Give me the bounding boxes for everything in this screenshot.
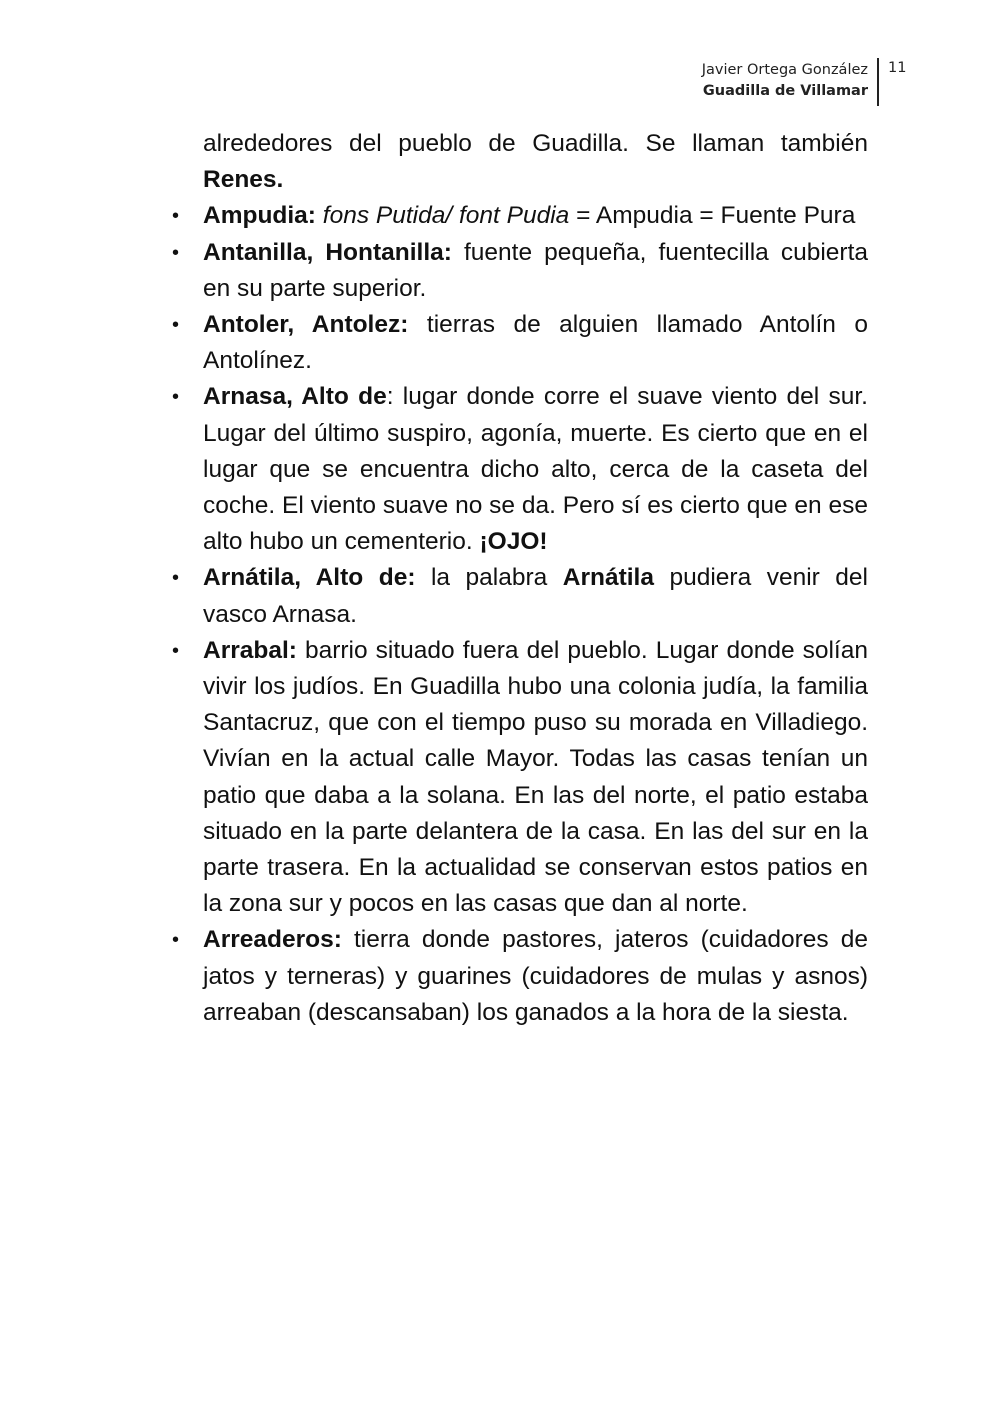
header-author: Javier Ortega González xyxy=(701,62,868,78)
bullet-icon: • xyxy=(172,386,180,409)
page-header xyxy=(458,58,878,106)
entry-term: Ampudia: xyxy=(203,202,316,230)
entry-bold-end: ¡OJO! xyxy=(479,528,548,556)
entry-term: Arnasa, Alto de xyxy=(203,383,387,411)
entry-bold-mid: Arnátila xyxy=(562,564,654,592)
glossary-list xyxy=(172,198,868,1031)
entry-term: Arrabal: xyxy=(203,636,297,664)
list-item-antanilla xyxy=(172,235,868,307)
entry-text: = Ampudia = Fuente Pura xyxy=(569,202,856,230)
bullet-icon: • xyxy=(172,639,180,662)
entry-text: la palabra xyxy=(415,564,563,592)
entry-term: Arnátila, Alto de: xyxy=(203,564,416,592)
header-place: Guadilla de Villamar xyxy=(702,83,868,99)
page-number: 11 xyxy=(888,60,907,76)
bullet-icon: • xyxy=(172,567,180,590)
list-item-arreaderos xyxy=(172,922,868,1031)
entry-term: Antanilla, Hontanilla: xyxy=(203,238,452,266)
header-divider xyxy=(877,58,879,106)
intro-bold-term: Renes. xyxy=(203,166,284,194)
entry-text: fuente pequeña, fuentecilla cubierta en su parte superior. xyxy=(203,238,868,302)
bullet-icon: • xyxy=(172,205,180,228)
intro-text: alrededores del pueblo de Guadilla. Se llaman también xyxy=(203,130,868,157)
entry-text: barrio situado fuera del pueblo. Lugar donde solían vivir los judíos. En Guadilla hubo una colonia judía, la familia Santacruz, que con el tiempo puso su morada en Villadiego. Vivían en la actual calle Mayor. Todas las casas tenían un patio que daba a la solana. En las del norte, el patio estaba situado en la parte delantera de la casa. En las del sur en la parte trasera. En la actualidad se conservan estos patios en la zona sur y pocos en las casas que dan al norte. xyxy=(203,636,868,918)
entry-text: tierra donde pastores, jateros (cuidadores de jatos y terneras) y guarines (cuidadores de mulas y asnos) arreaban (descansaban) los ganados a la hora de la siesta. xyxy=(203,926,868,1026)
entry-text: pudiera venir del vasco Arnasa. xyxy=(203,564,868,628)
list-item-ampudia xyxy=(172,198,868,234)
intro-paragraph xyxy=(203,126,868,198)
entry-text: : lugar donde corre el suave viento del sur. Lugar del último suspiro, agonía, muerte. Es cierto que en el lugar que se encuentra dicho alto, cerca de la caseta del coche. El viento suave no se da. Pero sí es cierto que en ese alto hubo un cementerio. xyxy=(203,383,868,556)
list-item-arrabal xyxy=(172,633,868,923)
entry-term: Arreaderos: xyxy=(203,926,342,954)
list-item-antoler xyxy=(172,307,868,379)
list-item-arnasa xyxy=(172,379,868,560)
list-item-arnatila xyxy=(172,560,868,632)
entry-term: Antoler, Antolez: xyxy=(203,311,409,339)
document-body xyxy=(172,126,868,1031)
bullet-icon: • xyxy=(172,241,180,264)
entry-italic-text: fons Putida/ font Pudia xyxy=(315,202,570,230)
bullet-icon: • xyxy=(172,929,180,952)
header-text xyxy=(702,60,878,102)
bullet-icon: • xyxy=(172,314,180,337)
entry-text: tierras de alguien llamado Antolín o Antolínez. xyxy=(203,311,868,375)
